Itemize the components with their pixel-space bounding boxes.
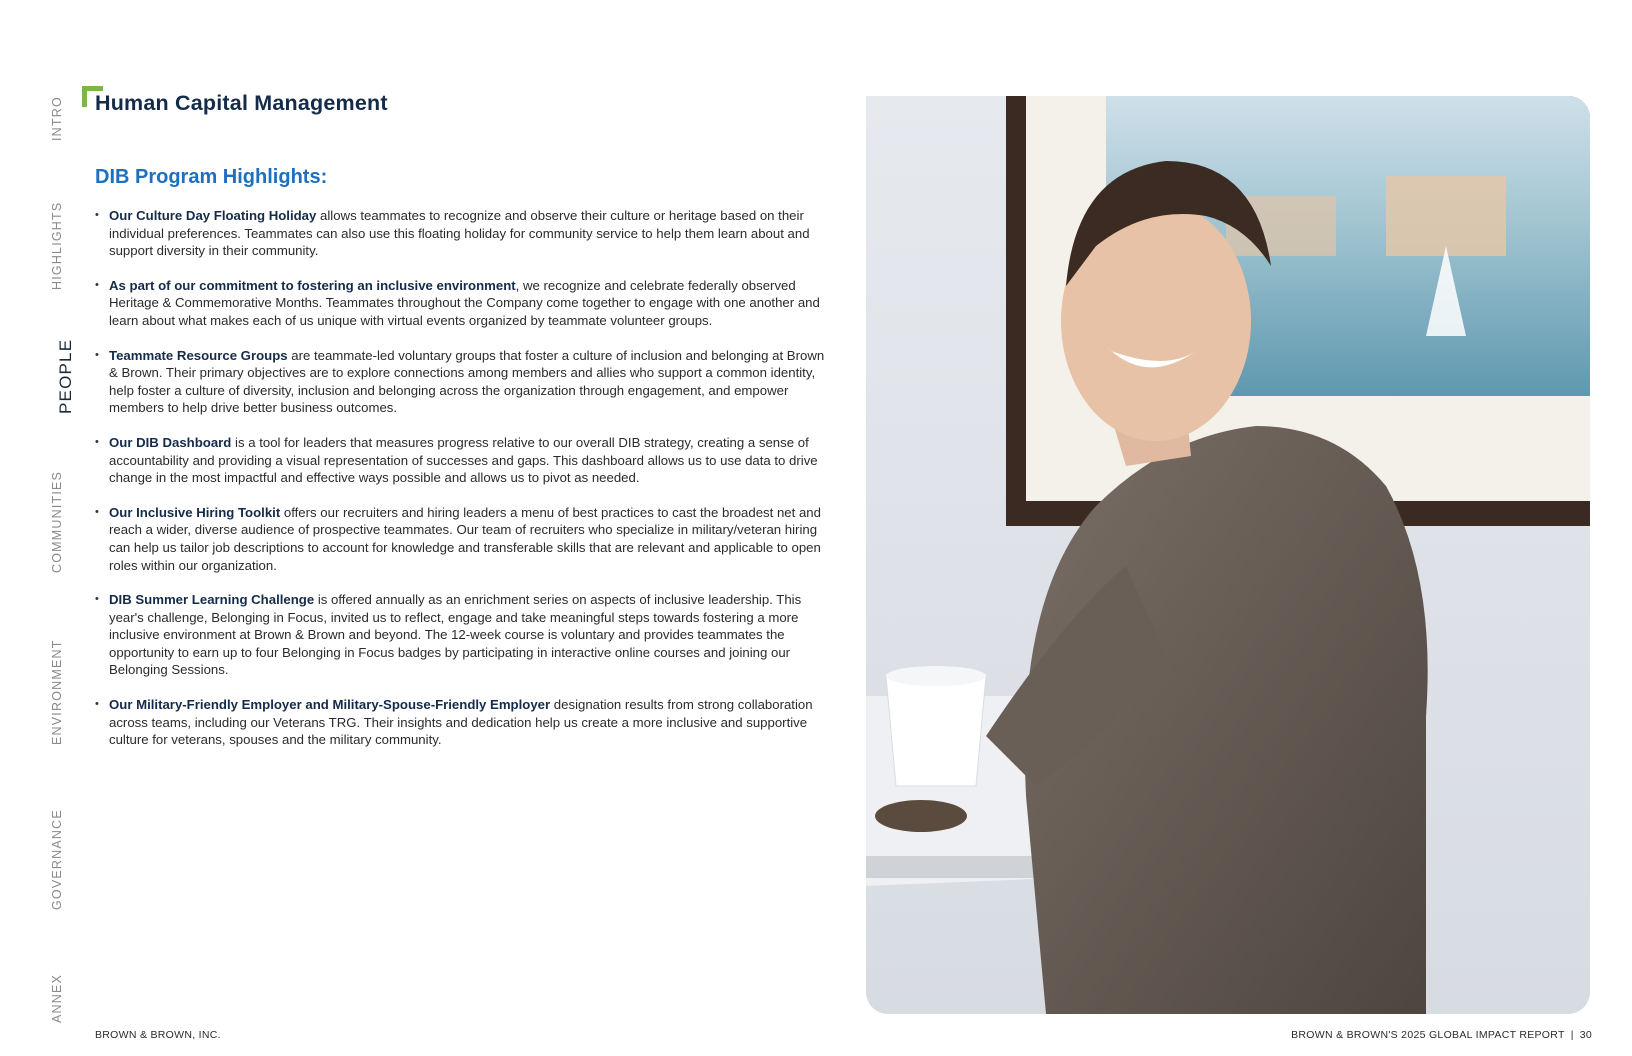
footer-separator: | [1570,1029,1574,1041]
nav-item-people[interactable]: PEOPLE [56,338,75,414]
item-bold-lead: Teammate Resource Groups [109,347,288,363]
list-item [93,434,828,487]
nav-item-highlights[interactable]: HIGHLIGHTS [50,201,64,290]
item-bold-lead: As part of our commitment to fostering an inclusive environment [109,277,516,293]
item-text: are teammate-led voluntary groups that foster a culture of inclusion and belonging at Brown & Brown. Their primary objectives are to explore connections among members and allies who support a common identity, help foster a culture of diversity, inclusion and belonging across the organization through engagement, and empower members to help drive better business outcomes. [109,347,825,416]
nav-item-environment[interactable]: ENVIRONMENT [50,639,64,745]
page-number: 30 [1579,1029,1592,1041]
item-text: designation results from strong collaboration across teams, including our Veterans TRG. Their insights and dedication help us create a more inclusive and supportive culture for veterans, spouses and the military community. [109,697,813,748]
item-bold-lead: Our Inclusive Hiring Toolkit [109,504,281,520]
list-item [93,347,828,417]
footer-report-title: BROWN & BROWN'S 2025 GLOBAL IMPACT REPORT [1291,1029,1565,1041]
highlights-list [93,207,828,766]
section-heading: DIB Program Highlights: [95,166,328,188]
item-text: , we recognize and celebrate federally observed Heritage & Commemorative Months. Teammates throughout the Company come together to engage with one another and learn about what makes each of us unique with virtual events organized by teammate volunteer groups. [109,277,820,328]
section-nav [0,0,90,1056]
item-text: allows teammates to recognize and observe their culture or heritage based on their individual preferences. Teammates can also use this floating holiday for community service to help them learn about and support diversity in their community. [109,208,810,259]
item-bold-lead: Our DIB Dashboard [109,434,232,450]
photo-illustration [866,96,1590,1014]
item-bold-lead: DIB Summer Learning Challenge [109,592,315,608]
item-text: offers our recruiters and hiring leaders a menu of best practices to cast the broadest net and reach a wider, diverse audience of prospective teammates. Our team of recruiters who specialize in military/veteran hiring can help us tailor job descriptions to account for knowledge and transferable skills that are relevant and applicable to open roles within our organization. [109,504,821,573]
list-item [93,696,828,749]
nav-item-annex[interactable]: ANNEX [50,973,64,1023]
item-text: is a tool for leaders that measures progress relative to our overall DIB strategy, creating a sense of accountability and providing a visual representation of successes and gaps. This dashboard allows us to use data to drive change in the most impactful and effective ways possible and allows us to pivot as needed. [109,434,818,486]
footer-company: BROWN & BROWN, INC. [95,1029,221,1041]
list-item [93,277,828,330]
teammate-photo [866,96,1590,1014]
footer-report [1291,1029,1592,1041]
nav-item-governance[interactable]: GOVERNANCE [50,809,64,910]
item-bold-lead: Our Military-Friendly Employer and Military-Spouse-Friendly Employer [109,697,551,713]
list-item [93,504,828,574]
nav-item-communities[interactable]: COMMUNITIES [50,470,64,573]
item-bold-lead: Our Culture Day Floating Holiday [109,208,317,223]
list-item [93,207,828,260]
nav-item-intro[interactable]: INTRO [50,96,64,141]
list-item [93,591,828,679]
page-title: Human Capital Management [95,91,388,115]
item-text: is offered annually as an enrichment series on aspects of inclusive leadership. This year's challenge, Belonging in Focus, invited us to reflect, engage and take meaningful steps towards fostering a more inclusive environment at Brown & Brown and beyond. The 12-week course is voluntary and provides teammates the opportunity to earn up to four Belonging in Focus badges by participating in interactive online courses and joining our Belonging Sessions. [109,592,802,678]
